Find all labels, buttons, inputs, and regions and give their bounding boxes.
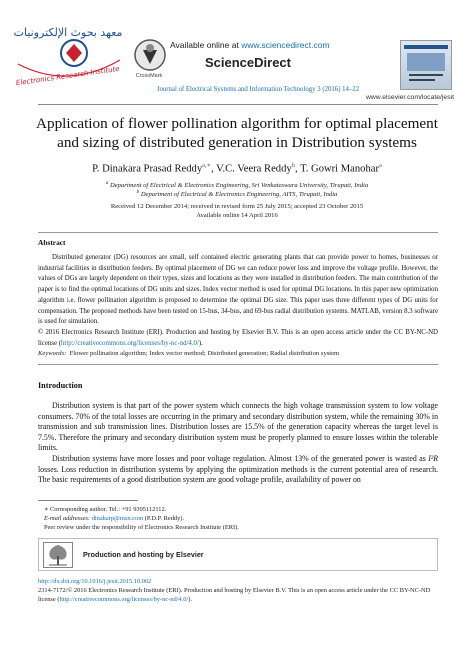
abstract-paragraph: Distributed generator (DG) resources are small, self contained electric generating plants that can provide power to homes, businesses or industrial facilities in distribution feeders. By optimal placement of DG we can reduce power loss and improve the voltage profile. However, the values of DGs are largely dependent on their types, sizes and locations as they were installed in distribution feeders. The main contribution of the paper is to find the optimal locations of DG units and sizes. Index vector method is used for optimal DG locations. In this paper new optimization algorithm i.e. flower pollination algorithm is proposed to determine the optimal DG size. This paper uses three different types of DG units for compensation. The proposed methods have been tested on 15-bus, 34-bus, and 69-bus radial distribution systems. MATLAB, version 8.3 software is used for simulation. [38,254,438,326]
body-paragraph [38,454,438,486]
sciencedirect-link[interactable]: www.sciencedirect.com [241,40,330,50]
journal-header [0,0,474,100]
journal-url: www.elsevier.com/locate/jesit [365,94,454,101]
author-marker[interactable]: a [379,162,382,169]
body-paragraph: Distribution system is that part of the power system which connects the high voltage transmission system to low voltage consumers. 70% of the total losses are occurring in the primary and secondary distribution system, while the remaining 30% in transmission and sub transmission lines. Distribution losses are 15.5% of the generation capacity whereas the target level is 7.5%. Therefore the primary and secondary distribution system must be properly planned to ensure losses within the tolerable limits. [38,401,438,453]
body-text: Distribution systems have more losses and poor voltage regulation. Almost 13% of the generated power is wasted as [52,453,429,463]
issn-license-line [38,586,438,604]
crossmark-label: CrossMark [135,73,163,79]
affiliation [20,181,454,189]
article-title [20,114,454,152]
sciencedirect-brand: ScienceDirect [205,55,291,70]
corresponding-author: ∗ Corresponding author. Tel.: +91 9395112112. [44,506,167,513]
abstract-body [38,253,438,349]
footnotes [38,505,438,532]
introduction-heading: Introduction [38,381,83,390]
author-name[interactable]: V.C. Veera Reddy [216,163,292,175]
eri-logo [8,20,128,90]
body-text: losses. Loss reduction in distribution systems by applying the optimization methods is the current potential area of research. The basic requirements of a good distribution system are good voltage profile, availability of power on [38,464,438,485]
copyright-paragraph [38,328,438,349]
email-link[interactable]: dinakarp@msn.com [91,515,144,522]
affiliation [20,190,454,198]
author-name[interactable]: P. Dinakara Prasad Reddy [92,163,203,175]
abstract-top-rule [38,232,438,233]
available-prefix: Available online at [170,40,242,50]
affiliation-text: Department of Electrical & Electronics Engineering, Sri Venkateswara University, Tirupati, India [109,182,369,190]
author-marker[interactable]: b [291,162,295,169]
hosting-box [38,538,438,571]
keywords-label: Keywords: [38,350,67,357]
available-date: Available online 14 April 2016 [196,212,278,219]
author-separator: , [294,163,301,175]
eri-arabic-text: معهد بحوث الإلكترونيات [13,26,123,39]
journal-cover-image [400,40,452,90]
title-line-2: and sizing of distributed generation in Distribution systems [57,134,417,151]
issn-suffix: ). [188,596,192,603]
crossmark-icon[interactable] [133,38,167,72]
keywords [38,350,438,357]
copyright-text: © 2016 Electronics Research Institute (ERI). Production and hosting by Elsevier B.V. This is an open access article under the CC BY-NC-ND license ( [38,328,438,347]
footnote-rule [38,500,138,501]
issn-text: 2314-7172/© 2016 Electronics Research Institute (ERI). Production and hosting by Elsevier B.V. This is an open access article under the CC BY-NC-ND license ( [38,587,431,603]
doi-block [38,577,438,604]
author-separator: , [211,163,217,175]
hosting-label: Production and hosting by Elsevier [83,550,204,559]
affiliation-marker: a [105,181,109,186]
affiliation-marker: b [136,190,140,195]
email-line [38,514,438,523]
abstract-bottom-rule [38,364,438,365]
journal-citation-link[interactable]: Journal of Electrical Systems and Information Technology 3 (2016) 14–22 [156,86,360,93]
i2r-term: I²R [428,453,438,463]
title-line-1: Application of flower pollination algorithm for optimal placement [36,115,438,132]
author-marker[interactable]: a,∗ [202,162,212,169]
affiliation-text: Department of Electrical & Electronics Engineering, AITS, Tirupati, India [140,191,338,199]
abstract-heading: Abstract [38,238,66,247]
eri-logo-text: Electronics Research Institute [15,64,120,88]
peer-review-note: Peer review under the responsibility of Electronics Research Institute (ERI). [44,524,239,531]
email-label: E-mail addresses: [44,515,92,522]
author-list [20,161,454,175]
header-divider [38,104,438,105]
email-suffix: (P.D.P. Reddy). [143,515,185,522]
license-link-footer[interactable]: http://creativecommons.org/licenses/by-nc-nd/4.0/ [59,596,189,603]
received-dates: Received 12 December 2014; received in revised form 25 July 2015; accepted 23 October 2015 [110,203,364,210]
doi-link[interactable]: http://dx.doi.org/10.1016/j.jesit.2015.10.002 [38,578,152,585]
keywords-list: Flower pollination algorithm; Index vector method; Distributed generation; Radial distribution system [69,350,340,357]
introduction-body [38,401,438,486]
elsevier-tree-logo [43,542,73,568]
author-name[interactable]: T. Gowri Manohar [300,163,380,175]
copyright-suffix: ). [198,339,203,347]
license-link[interactable]: http://creativecommons.org/licenses/by-nc-nd/4.0/ [61,339,199,347]
available-online [170,40,330,50]
